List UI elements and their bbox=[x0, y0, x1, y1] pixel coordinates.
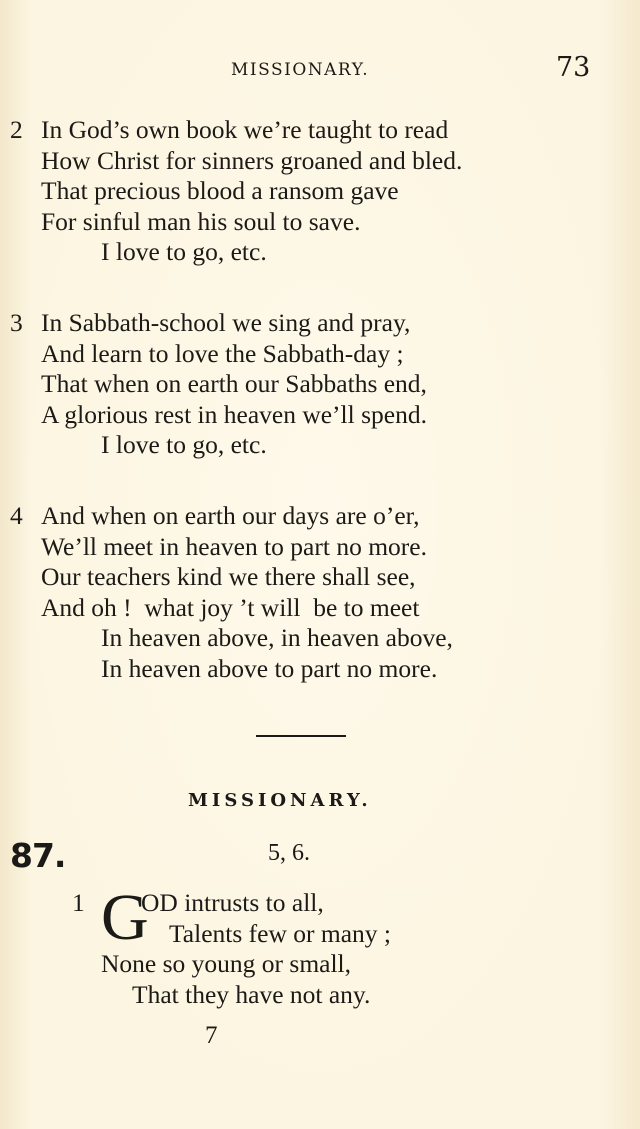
verse-line: In heaven above to part no more. bbox=[101, 653, 438, 683]
refrain-line: I love to go, etc. bbox=[101, 237, 267, 266]
section-heading: MISSIONARY. bbox=[188, 790, 372, 811]
verse-line: Talents few or many ; bbox=[169, 918, 391, 948]
signature-mark: 7 bbox=[205, 1022, 218, 1049]
verse-line: And learn to love the Sabbath-day ; bbox=[41, 338, 404, 368]
stanza-number: 1 bbox=[72, 888, 85, 917]
verse-line: And when on earth our days are o’er, bbox=[41, 501, 420, 530]
hymn-meter: 5, 6. bbox=[268, 840, 310, 866]
stanza-number: 3 bbox=[10, 308, 23, 337]
verse-line: For sinful man his soul to save. bbox=[41, 206, 361, 236]
verse-line: None so young or small, bbox=[101, 949, 352, 978]
drop-cap: G bbox=[101, 881, 149, 954]
verse-line: That they have not any. bbox=[132, 979, 371, 1009]
refrain-line: I love to go, etc. bbox=[101, 430, 267, 459]
verse-line: That precious blood a ransom gave bbox=[41, 176, 399, 205]
verse-line: OD intrusts to all, bbox=[141, 888, 324, 917]
page-number: 73 bbox=[556, 52, 591, 83]
verse-line: And oh ! what joy ’t will be to meet bbox=[41, 592, 420, 622]
verse-line: In Sabbath-school we sing and pray, bbox=[41, 308, 411, 337]
verse-line: In heaven above, in heaven above, bbox=[101, 623, 453, 652]
verse-line: How Christ for sinners groaned and bled. bbox=[41, 145, 463, 175]
stanza-number: 2 bbox=[10, 115, 23, 144]
verse-line: A glorious rest in heaven we’ll spend. bbox=[41, 399, 427, 429]
verse-line: We’ll meet in heaven to part no more. bbox=[41, 531, 427, 561]
verse-line: Our teachers kind we there shall see, bbox=[41, 562, 416, 591]
running-head: MISSIONARY. bbox=[231, 60, 370, 80]
verse-line: That when on earth our Sabbaths end, bbox=[41, 369, 427, 398]
verse-line: In God’s own book we’re taught to read bbox=[41, 115, 449, 144]
hymn-number: 87. bbox=[10, 836, 66, 875]
stanza-number: 4 bbox=[10, 501, 23, 530]
section-divider bbox=[256, 735, 346, 737]
